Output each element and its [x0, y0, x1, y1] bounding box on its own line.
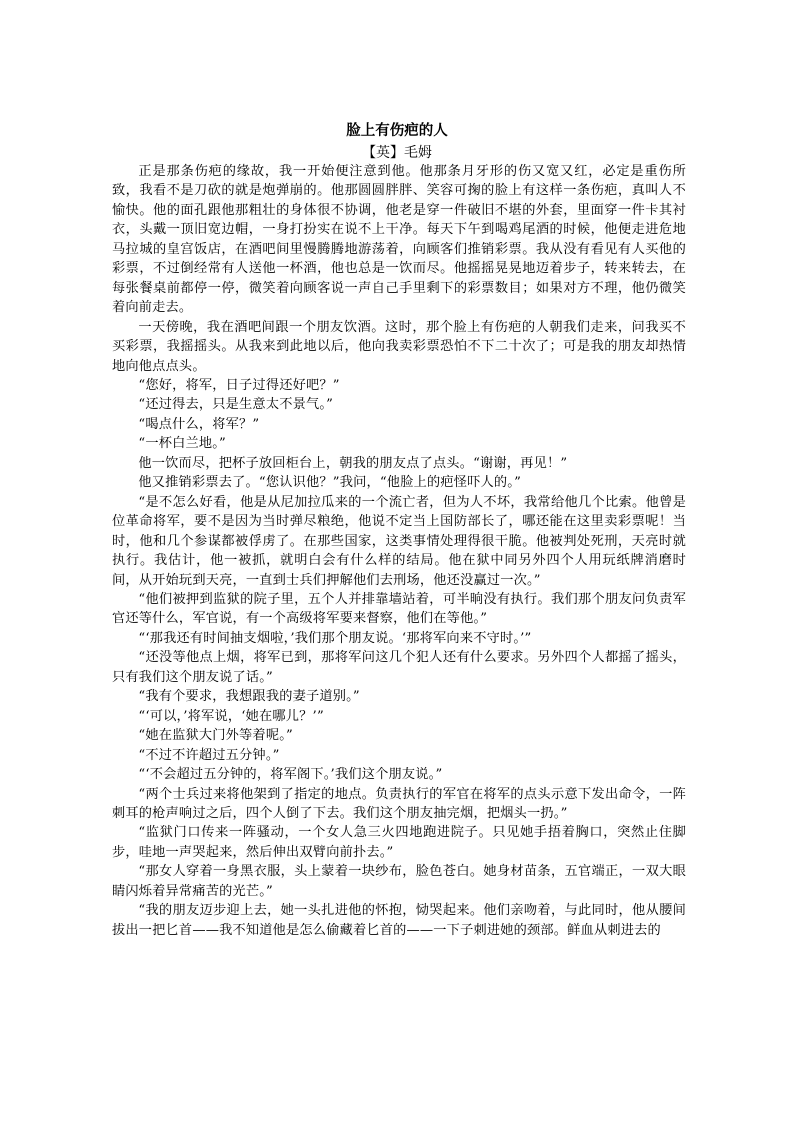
paragraph: “我有个要求，我想跟我的妻子道别。” [138, 689, 360, 705]
paragraph: “不过不许超过五分钟。” [138, 747, 280, 763]
paragraph: 一天傍晚，我在酒吧间跟一个朋友饮酒。这时，那个脸上有伤疤的人朝我们走来，问我买不买彩票，我摇摇头。从我来到此地以后，他向我卖彩票恐怕不下二十次了；可是我的朋友却热情地向他点点头。 [112, 319, 686, 374]
paragraph: “一杯白兰地。” [138, 436, 226, 452]
paragraph: “那女人穿着一身黑衣服，头上蒙着一块纱布，脸色苍白。她身材苗条，五官端正，一双大眼睛闪烁着异常痛苦的光芒。” [112, 864, 686, 899]
paragraph: “‘不会超过五分钟的，将军阁下。’我们这个朋友说。” [138, 767, 443, 783]
author-line: 【英】毛姆 [362, 145, 432, 161]
paragraph: “喝点什么，将军？” [138, 416, 260, 432]
paragraph: “两个士兵过来将他架到了指定的地点。负责执行的军官在将军的点头示意下发出命令，一阵刺耳的枪声响过之后，四个人倒了下去。我们这个朋友抽完烟，把烟头一扔。” [112, 786, 686, 821]
story-body [112, 162, 686, 940]
paragraph: “还没等他点上烟，将军已到，那将军问这几个犯人还有什么要求。另外四个人都摇了摇头，只有我们这个朋友说了话。” [112, 650, 686, 685]
paragraph: “‘那我还有时间抽支烟啦，’我们那个朋友说。‘那将军向来不守时。’” [138, 630, 532, 646]
paragraph: “她在监狱大门外等着呢。” [138, 728, 293, 744]
paragraph: “您好，将军，日子过得还好吧？” [138, 377, 340, 393]
paragraph: 他一饮而尽，把杯子放回柜台上，朝我的朋友点了点头。“谢谢，再见！” [138, 455, 568, 471]
paragraph: “是不怎么好看，他是从尼加拉瓜来的一个流亡者，但为人不坏，我常给他几个比索。他曾是位革命将军，要不是因为当时弹尽粮绝，他说不定当上国防部长了，哪还能在这里卖彩票呢！当时，他和几个参谋都被俘虏了。在那些国家，这类事情处理得很干脆。他被判处死刑，天亮时就执行。我估计，他一被抓，就明白会有什么样的结局。他在狱中同另外四个人用玩纸牌消磨时间，从开始玩到天亮，一直到士兵们押解他们去刑场，他还没赢过一次。” [112, 494, 686, 588]
paragraph: “还过得去，只是生意太不景气。” [138, 397, 334, 413]
paragraph: “监狱门口传来一阵骚动，一个女人急三火四地跑进院子。只见她手捂着胸口，突然止住脚步，哇地一声哭起来，然后伸出双臂向前扑去。” [112, 825, 686, 860]
paragraph: “他们被押到监狱的院子里，五个人并排靠墙站着，可半晌没有执行。我们那个朋友问负责军官还等什么，军官说，有一个高级将军要来督察，他们在等他。” [112, 591, 686, 627]
paragraph: “‘可以，’将军说，‘她在哪儿？’” [138, 708, 324, 724]
paragraph: “我的朋友迈步迎上去，她一头扎进他的怀抱，恸哭起来。他们亲吻着，与此同时，他从腰间拔出一把匕首——我不知道他是怎么偷藏着匕首的——一下子刺进她的颈部。鲜血从刺进去的 [112, 903, 686, 938]
document-title: 脸上有伤疤的人 [346, 123, 448, 139]
paragraph: 他又推销彩票去了。“您认识他？”我问，“他脸上的疤怪吓人的。” [138, 475, 522, 491]
paragraph: 正是那条伤疤的缘故，我一开始便注意到他。他那条月牙形的伤又宽又红，必定是重伤所致，我看不是刀砍的就是炮弹崩的。他那圆圆胖胖、笑容可掬的脸上有这样一条伤疤，真叫人不愉快。他的面孔跟他那粗壮的身体很不协调，他老是穿一件破旧不堪的外套，里面穿一件卡其衬衣，头戴一顶旧宽边帽，一身打扮实在说不上干净。每天下午到喝鸡尾酒的时候，他便走进危地马拉城的皇宫饭店，在酒吧间里慢腾腾地游荡着，向顾客们推销彩票。我从没有看见有人买他的彩票，不过倒经常有人送他一杯酒，他也总是一饮而尽。他摇摇晃晃地迈着步子，转来转去，在每张餐桌前都停一停，微笑着向顾客说一声自己手里剩下的彩票数目；如果对方不理，他仍微笑着向前走去。 [112, 164, 686, 316]
